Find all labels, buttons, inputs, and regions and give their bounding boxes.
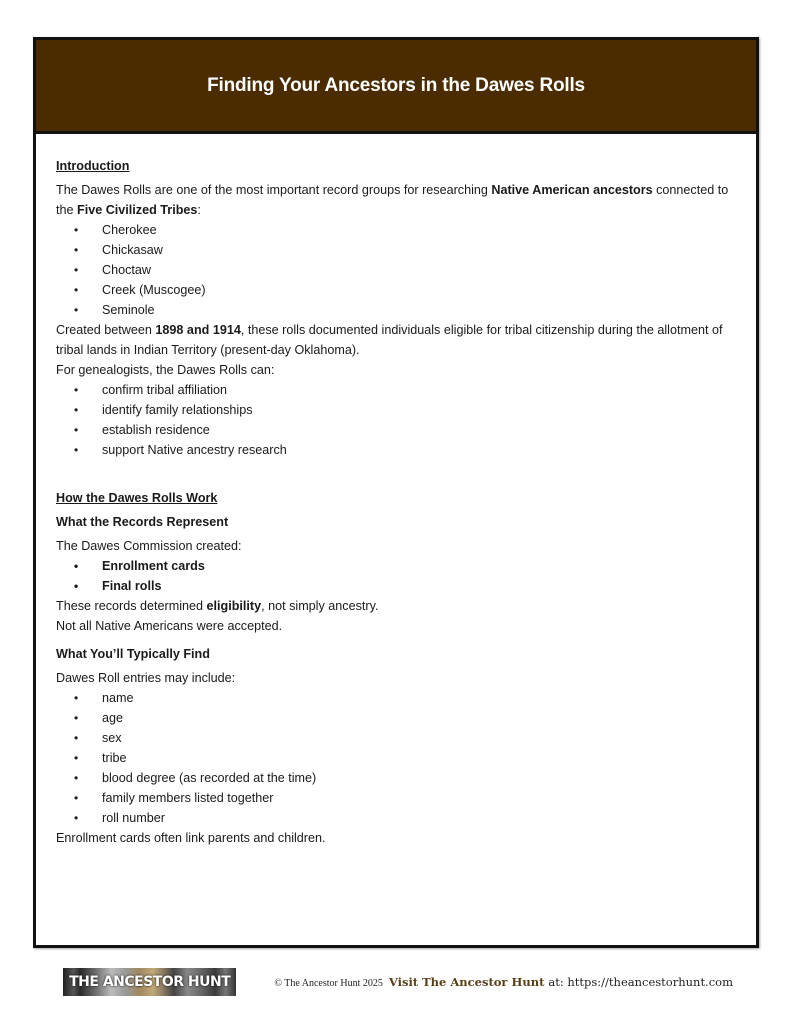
uses-list <box>56 380 736 460</box>
list-item: • Creek (Muscogee) <box>56 280 736 300</box>
find-list <box>56 688 736 828</box>
created-paragraph <box>56 320 736 360</box>
list-item: • Choctaw <box>56 260 736 280</box>
not-all-paragraph: Not all Native Americans were accepted. <box>56 619 283 633</box>
footer-credits <box>274 975 733 989</box>
eligibility-text-2: , not simply ancestry. <box>261 599 379 613</box>
website-url[interactable]: at: https://theancestorhunt.com <box>548 975 733 989</box>
list-item: • confirm tribal affiliation <box>56 380 736 400</box>
intro-bold-five-tribes: Five Civilized Tribes <box>77 203 198 217</box>
list-item: • roll number <box>56 808 736 828</box>
copyright-text: © The Ancestor Hunt 2025 <box>274 978 383 989</box>
records-intro: The Dawes Commission created: <box>56 539 242 553</box>
intro-colon: : <box>197 203 201 217</box>
eligibility-bold: eligibility <box>206 599 262 613</box>
find-intro: Dawes Roll entries may include: <box>56 671 236 685</box>
genealogists-paragraph: For genealogists, the Dawes Rolls can: <box>56 363 275 377</box>
eligibility-text: These records determined <box>56 599 207 613</box>
document-body <box>36 134 756 848</box>
records-list <box>56 556 736 596</box>
eligibility-paragraph <box>56 596 736 616</box>
list-item: • support Native ancestry research <box>56 440 736 460</box>
list-item: • name <box>56 688 736 708</box>
logo-text: THE ANCESTOR HUNT <box>69 974 231 990</box>
list-item: • Seminole <box>56 300 736 320</box>
title-banner <box>36 40 756 134</box>
page-footer <box>63 966 733 998</box>
list-item: • Chickasaw <box>56 240 736 260</box>
intro-bold-native-american: Native American ancestors <box>491 183 653 197</box>
list-item: • family members listed together <box>56 788 736 808</box>
created-text: Created between <box>56 323 156 337</box>
list-item: • blood degree (as recorded at the time) <box>56 768 736 788</box>
how-it-works-heading: How the Dawes Rolls Work <box>56 491 218 505</box>
list-item: • identify family relationships <box>56 400 736 420</box>
records-subheading: What the Records Represent <box>56 515 229 529</box>
page-title: Finding Your Ancestors in the Dawes Rolls <box>207 74 585 96</box>
created-bold-years: 1898 and 1914 <box>155 323 241 337</box>
created-text-2: , these rolls documented individuals eligible for tribal citizenship during the allotment of tribal lands in Indian Territory (present-day Oklahoma). <box>56 323 723 357</box>
find-outro: Enrollment cards often link parents and children. <box>56 831 326 845</box>
list-item: • establish residence <box>56 420 736 440</box>
list-item: • Enrollment cards <box>56 556 736 576</box>
section-spacer <box>56 460 736 488</box>
intro-paragraph <box>56 180 736 220</box>
list-item: • Final rolls <box>56 576 736 596</box>
list-item: • Cherokee <box>56 220 736 240</box>
document-frame <box>33 37 759 948</box>
introduction-heading: Introduction <box>56 159 130 173</box>
tribes-list <box>56 220 736 320</box>
intro-text-2: connected to the <box>56 183 729 217</box>
intro-text: The Dawes Rolls are one of the most important record groups for researching <box>56 183 492 197</box>
list-item: • age <box>56 708 736 728</box>
ancestor-hunt-logo[interactable] <box>63 968 236 996</box>
list-item: • tribe <box>56 748 736 768</box>
list-item: • sex <box>56 728 736 748</box>
visit-link[interactable]: Visit The Ancestor Hunt <box>388 975 545 989</box>
find-subheading: What You’ll Typically Find <box>56 647 210 661</box>
